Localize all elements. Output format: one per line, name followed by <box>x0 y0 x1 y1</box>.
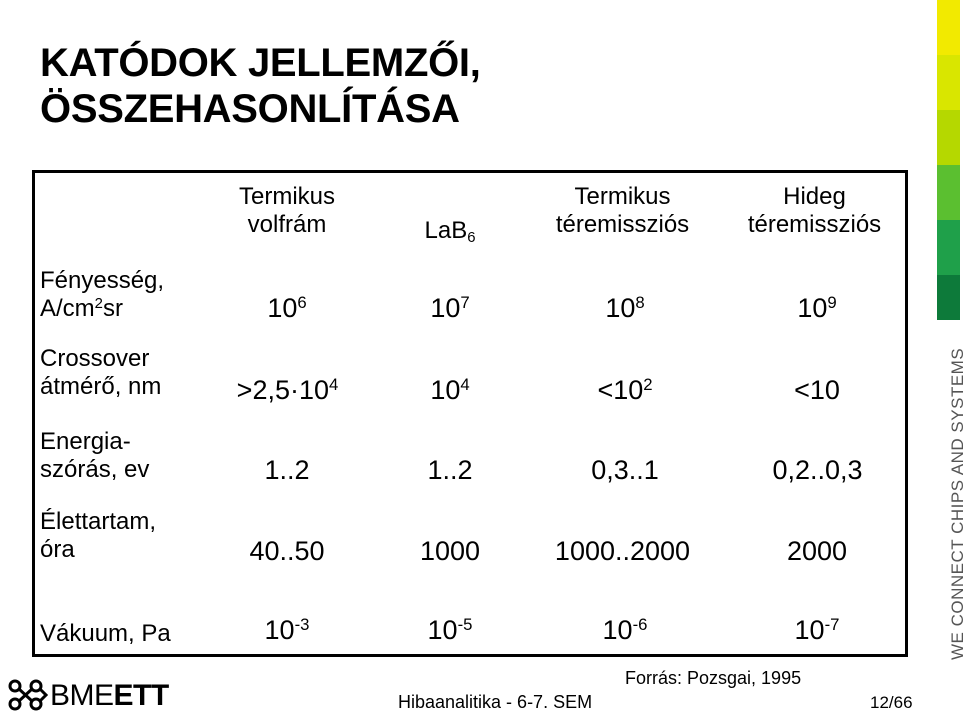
row-label-line1: Fényesség, <box>40 267 165 294</box>
cell-base: 10 <box>794 615 825 645</box>
cell-base: 0,2..0,3 <box>772 455 863 485</box>
row-label-line2: óra <box>40 536 75 563</box>
col-header-lab6 <box>395 217 505 248</box>
logo-bme: BME <box>50 679 114 712</box>
table-cell <box>752 616 882 648</box>
row-label-lifetime <box>40 508 156 564</box>
cell-exp: 7 <box>460 292 470 312</box>
tagline-vertical: WE CONNECT CHIPS AND SYSTEMS <box>948 347 967 660</box>
cell-base: >2,5·10 <box>236 375 329 405</box>
cell-base: 40..50 <box>249 536 325 566</box>
strip-segment <box>937 275 960 320</box>
cell-exp: 2 <box>643 374 653 394</box>
cell-base: 1000 <box>419 536 481 566</box>
cell-base: <10 <box>794 375 840 405</box>
cell-base: 10 <box>430 293 461 323</box>
table-cell <box>385 376 515 408</box>
cell-base: 10 <box>605 293 636 323</box>
strip-segment <box>937 220 960 275</box>
row-label-line2: átmérő, nm <box>40 373 162 400</box>
col-header-line2: téremissziós <box>747 211 882 238</box>
strip-segment <box>937 165 960 220</box>
col-header-line2: téremissziós <box>555 211 690 238</box>
cell-exp: 6 <box>297 292 307 312</box>
col-header-line1: Termikus <box>238 183 335 210</box>
row-label-line2 <box>40 295 164 326</box>
row-label-unit-exp: 2 <box>94 295 103 312</box>
page-number: 12/66 <box>870 693 913 712</box>
table-cell <box>205 376 370 408</box>
slide-title-line2: ÖSSZEHASONLÍTÁSA <box>40 87 460 131</box>
table-cell <box>212 537 362 565</box>
col-header-cold-field <box>722 183 907 239</box>
table-cell <box>212 294 362 326</box>
table-cell <box>730 456 905 484</box>
cell-base: 10 <box>267 293 298 323</box>
col-header-line1: Hideg <box>783 183 846 210</box>
table-cell <box>545 456 705 484</box>
cell-base: 10 <box>797 293 828 323</box>
table-cell <box>385 294 515 326</box>
table-cell <box>752 376 882 408</box>
cell-exp: 9 <box>827 292 837 312</box>
cell-base: 10 <box>430 375 461 405</box>
row-label-energy-spread <box>40 428 149 484</box>
cell-exp: 8 <box>635 292 645 312</box>
row-label-line1: Energia- <box>40 428 131 455</box>
cell-base: 10 <box>264 615 295 645</box>
row-label-crossover <box>40 345 161 401</box>
col-header-thermal-tungsten <box>212 183 362 239</box>
cell-base: 10 <box>427 615 458 645</box>
cell-exp: -5 <box>457 614 473 634</box>
cell-exp: 4 <box>460 374 470 394</box>
table-cell <box>212 456 362 484</box>
cell-base: 1..2 <box>427 455 473 485</box>
table-cell <box>560 616 690 648</box>
col-header-thermal-field <box>530 183 715 239</box>
slide-title <box>40 40 481 132</box>
table-cell <box>530 537 715 565</box>
cell-exp: 4 <box>329 374 339 394</box>
cell-exp: -7 <box>824 614 840 634</box>
cell-exp: -6 <box>632 614 648 634</box>
table-cell <box>752 537 882 565</box>
footer-course: Hibaanalitika - 6-7. SEM <box>398 692 593 712</box>
cell-base: 10 <box>602 615 633 645</box>
row-label-unit: A/cm <box>40 295 95 322</box>
row-label-brightness <box>40 267 164 326</box>
source-note: Forrás: Pozsgai, 1995 <box>625 668 802 688</box>
col-header-main: LaB <box>424 217 468 244</box>
cell-base: 1..2 <box>264 455 310 485</box>
logo-ett: ETT <box>113 679 169 712</box>
row-label-line1: Vákuum, Pa <box>40 620 171 647</box>
table-cell <box>212 616 362 648</box>
strip-segment <box>937 110 960 165</box>
row-label-vacuum <box>40 620 171 648</box>
cell-base: 0,3..1 <box>591 455 659 485</box>
table-cell <box>385 456 515 484</box>
cell-base: 2000 <box>786 536 848 566</box>
table-cell <box>560 376 690 408</box>
row-label-line1: Crossover <box>40 345 150 372</box>
col-header-sub: 6 <box>467 230 476 247</box>
strip-segment <box>937 55 960 110</box>
col-header-line2: volfrám <box>247 211 327 238</box>
bme-ett-logo-icon <box>6 677 48 713</box>
row-label-line1: Élettartam, <box>40 508 157 535</box>
logo-wordmark <box>50 679 169 713</box>
row-label-unit-suffix: sr <box>102 295 123 322</box>
cell-base: 1000..2000 <box>554 536 691 566</box>
slide-title-line1: KATÓDOK JELLEMZŐI, <box>40 41 481 85</box>
cell-base: <10 <box>597 375 644 405</box>
strip-segment <box>937 0 960 55</box>
table-cell <box>385 537 515 565</box>
row-label-line2: szórás, ev <box>40 456 150 483</box>
table-cell <box>385 616 515 648</box>
cell-exp: -3 <box>294 614 310 634</box>
table-cell <box>560 294 690 326</box>
col-header-line1: Termikus <box>574 183 671 210</box>
table-cell <box>752 294 882 326</box>
